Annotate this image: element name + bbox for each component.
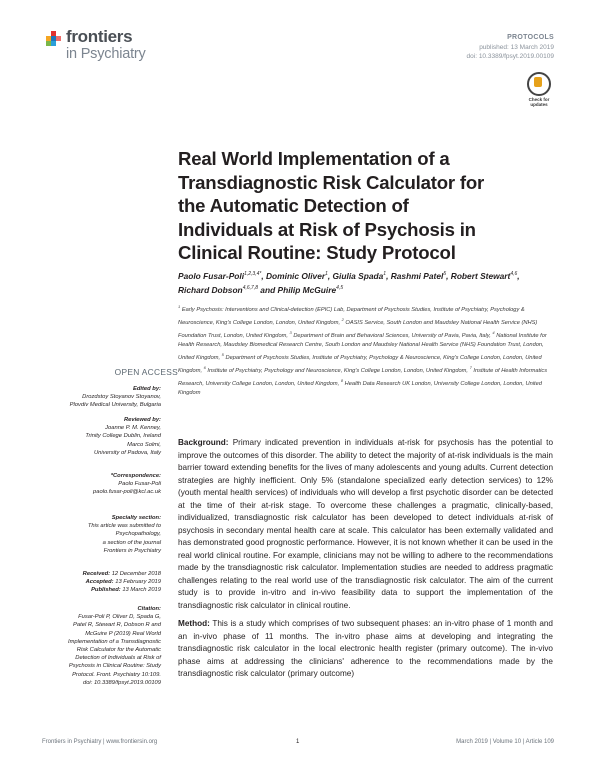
published-date: published: 13 March 2019 bbox=[479, 43, 554, 51]
author[interactable]: Paolo Fusar-Poli$^{1,2,3,4*}$ bbox=[178, 270, 262, 281]
author[interactable]: Dominic Oliver$^1$ bbox=[266, 270, 328, 281]
citation: Citation: Fusar-Poli P, Oliver D, Spada G, Patel R, Stewart R, Dobson R and McGuire P (2019) Real World Implementation of a Transdiagnostic Risk Calculator for the Automatic Detection of Individuals at Risk of Psychosis in Clinical Routine: Study Protocol. Front. Psychiatry 10:109. doi: 10.3389/fpsyt.2019.00109 bbox=[67, 606, 161, 686]
footer-issue: March 2019 | Volume 10 | Article 109 bbox=[456, 739, 554, 745]
abstract-method: Method: This is a study which comprises of two subsequent phases: an in-vitro phase of 1 month and an in-vivo phase of 11 months. The in-vitro phase aims at developing and integrating the transdiagnostic risk calculator in the local electronic health register (primary outcome). The in-vivo phase aims at addressing the clinicians' adherence to the recommendations made by the transdiagnostic risk calculator (primary outcome) bbox=[178, 619, 553, 678]
author[interactable]: Richard Dobson$^{4,6,7,8}$ bbox=[178, 285, 258, 296]
article-dates: Received: 12 December 2018 Accepted: 13 February 2019 Published: 13 March 2019 bbox=[82, 571, 161, 594]
check-for-updates-icon bbox=[527, 72, 551, 96]
author[interactable]: Rashmi Patel$^5$ bbox=[390, 270, 447, 281]
article-title: Real World Implementation of a Transdiagnostic Risk Calculator for the Automatic Detection of Individuals at Risk of Psychosis in Clinical Routine: Study Protocol bbox=[178, 148, 485, 263]
page-number: 1 bbox=[296, 739, 300, 745]
correspondence: *Correspondence: Paolo Fusar-Poli paolo.fusar-poli@kcl.ac.uk bbox=[11, 472, 161, 497]
open-access-label: OPEN ACCESS bbox=[114, 367, 178, 377]
edited-by: Edited by: Drozdstoy Stoyanov Stoyanov, Plovdiv Medical University, Bulgaria bbox=[69, 386, 161, 409]
check-for-updates-badge[interactable] bbox=[523, 72, 555, 107]
journal-logo[interactable] bbox=[42, 27, 202, 71]
author[interactable]: Giulia Spada$^1$ bbox=[332, 270, 387, 281]
specialty-section: Specialty section: This article was submitted to Psychopathology, a section of the journal Frontiers in Psychiatry bbox=[87, 515, 161, 554]
article-doi[interactable]: doi: 10.3389/fpsyt.2019.00109 bbox=[466, 53, 554, 60]
author[interactable]: Philip McGuire$^{4,5}$ bbox=[277, 285, 344, 296]
author[interactable]: Robert Stewart$^{4,6}$ bbox=[450, 270, 518, 281]
check-for-updates-label: Check for updates bbox=[528, 97, 550, 107]
author-list: Paolo Fusar-Poli$^{1,2,3,4*}$, Dominic Oliver$^1$, Giulia Spada$^1$, Rashmi Patel$^5$, Robert Stewart$^{4,6}$, Richard Dobson$^{4,6,7,8}$ and Philip McGuire$^{4,5}$ bbox=[178, 270, 520, 296]
affiliations: $^1$ Early Psychosis: Interventions and Clinical-detection (EPIC) Lab, Department of Psychosis Studies, Institute of Psychiatry, Psychology & Neuroscience, King's College London, London, United Kingdom, $^2$ OASIS Service, South London and Maudsley National Health Service (NHS) Foundation Trust, London, United Kingdom, $^3$ Department of Brain and Behavioral Sciences, University of Pavia, Pavia, Italy, $^4$ National Institute for Health Research, Maudsley Biomedical Research Centre, South London and Maudsley National Health Service (NHS) Foundation Trust, London, United Kingdom, $^5$ Department of Psychosis Studies, Institute of Psychiatry, Psychology & Neuroscience, King's College London, London, United Kingdom, $^6$ Institute of Psychiatry, Psychology and Neuroscience, King's College London, London, United Kingdom, $^7$ Institute of Health Informatics Research, University College London, London, United Kingdom, $^8$ Health Data Research UK London, University College London, London, United Kingdom bbox=[178, 304, 548, 396]
article-meta bbox=[467, 33, 554, 62]
journal-name: in Psychiatry bbox=[66, 46, 146, 62]
reviewed-by: Reviewed by: Joanne P. M. Kenney, Trinity College Dublin, Ireland Marco Solmi, University of Padova, Italy bbox=[85, 417, 161, 456]
frontiers-logo-icon bbox=[42, 30, 64, 52]
brand-name: frontiers bbox=[66, 27, 133, 46]
footer-journal[interactable]: Frontiers in Psychiatry | www.frontiersin.org bbox=[42, 739, 158, 745]
abstract bbox=[178, 437, 553, 687]
correspondence-email[interactable]: paolo.fusar-poli@kcl.ac.uk bbox=[93, 489, 161, 496]
abstract-background: Background: Primary indicated prevention in individuals at-risk for psychosis has the potential to improve the outcomes of this disorder. The ability to detect the majority of at-risk individuals is the main barrier toward extending benefits for the lives of many adolescents and young adults. Current detection strategies are highly inefficient. Only 5% (standalone specialized early detection services) to 12% (youth mental health services) of individuals who will develop a first psychotic disorder can be detected at the time of their at-risk stage. To overcome these challenges a pragmatic, clinically-based, individualized, transdiagnostic risk calculator has been developed to detect individuals at-risk of psychosis in secondary mental health care at scale. This calculator has been externally validated and has demonstrated good prognostic performance. However, it is not known whether it can be used in the real world clinical routine. For example, clinicians may not be willing to adhere to the recommendations made by the transdiagnostic risk calculator. Implementation studies are needed to address pragmatic challenges relating to the real world use of the transdiagnostic risk calculator. The aim of the current study is to provide in-vitro and in-vivo feasibility data to support the implementation of the transdiagnostic risk calculator in clinical routine. bbox=[178, 438, 553, 610]
article-type: PROTOCOLS bbox=[507, 34, 554, 41]
